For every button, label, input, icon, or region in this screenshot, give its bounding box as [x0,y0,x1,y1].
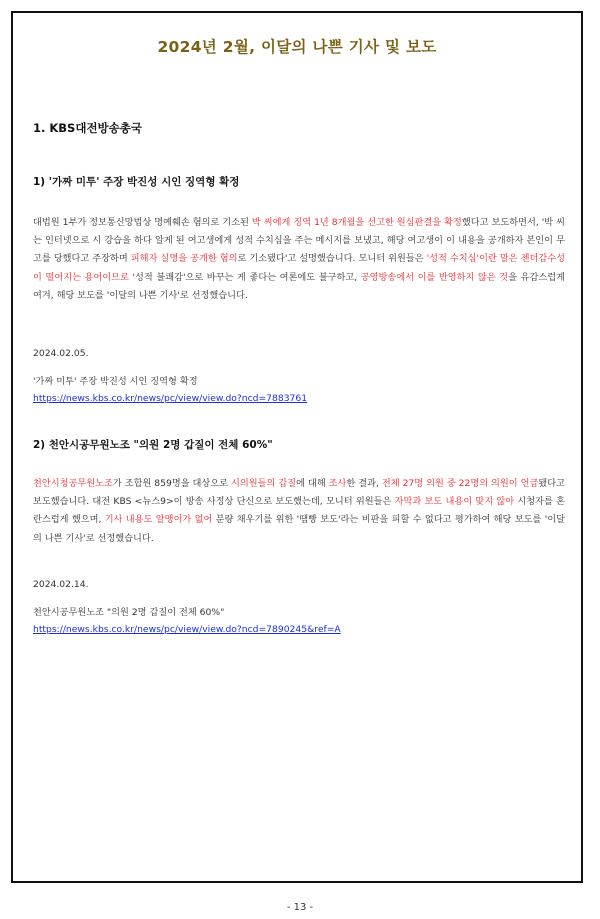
section-heading: 1. KBS대전방송총국 [33,121,142,135]
item-1-link[interactable]: https://news.kbs.co.kr/news/pc/view/view.do?ncd=7883761 [33,393,308,404]
item-1-source-title: '가짜 미투' 주장 박진성 시인 징역형 확정 [33,376,198,387]
body-text: 을 유감스럽게 여겨, 해당 보도를 '이달의 나쁜 기사'로 선정했습니다. [33,271,566,301]
highlight-text: 조사 [328,478,347,489]
highlight-text: 자막과 보도 내용이 맞지 않아 [394,496,515,508]
item-1-heading: 1) '가짜 미투' 주장 박진성 시인 징역형 확정 [33,176,240,188]
highlight-text: 공영방송에서 이를 반영하지 않은 것 [360,271,509,283]
item-1-body [33,214,565,305]
highlight-text: 피해자 실명을 공개한 혐의 [130,253,238,265]
body-text: 대법원 1부가 정보통신망법상 명예훼손 혐의로 기소된 [33,217,252,228]
page-title: 2024년 2월, 이달의 나쁜 기사 및 보도 [157,38,437,56]
highlight-text: 천안시청공무원노조 [33,478,113,489]
body-text: 에 대해 [296,478,329,489]
body-text: 됐다고 보도했습니다. 대전 KBS <뉴스9>이 방송 사정상 단신으로 보도했는데, 모니터 위원들은 [33,478,566,508]
item-2-date: 2024.02.14. [33,579,89,590]
item-2-heading: 2) 천안시공무원노조 "의원 2명 갑질이 전체 60%" [33,439,273,451]
body-text: '성적 불쾌감'으로 바꾸는 게 좋다는 여론에도 불구하고, [128,271,361,283]
page-number: - 13 - [286,902,314,913]
item-2-source-title: 천안시공무원노조 "의원 2명 갑질이 전체 60%" [33,607,225,618]
item-2-link[interactable]: https://news.kbs.co.kr/news/pc/view/view.do?ncd=7890245&ref=A [33,624,341,635]
highlight-text: 시의원들의 갑질 [231,478,297,489]
item-2-body [33,475,565,548]
body-text: 가 조합원 859명을 대상으로 [112,478,232,489]
body-text: 한 결과, [346,478,382,489]
highlight-text: 기사 내용도 알맹이가 없어 [104,514,213,526]
page-frame [11,11,583,883]
highlight-text: '성적 수치심'이란 말은 젠더감수성이 떨어지는 용어이므로 [33,253,565,283]
highlight-text: 전체 27명 의원 중 22명의 의원이 언급 [381,478,539,489]
body-text: 분량 채우기를 위한 '땜빵 보도'라는 비판을 피할 수 없다고 평가하여 해당 보도를 '이달의 나쁜 기사'로 선정했습니다. [33,514,565,544]
body-text: 했다고 보도하면서, '박 씨는 인터넷으로 시 강습을 하다 알게 된 여고생에게 성적 수치심을 주는 메시지를 보냈고, 해당 여고생이 이 내용을 공개하자 본인이 무고를 당했다고 주장하며 [33,217,566,265]
highlight-text: 박 씨에게 징역 1년 8개월을 선고한 원심판결을 확정 [251,217,462,228]
body-text: 로 기소됐다'고 설명했습니다. 모니터 위원들은 [237,253,427,265]
item-1-date: 2024.02.05. [33,348,89,359]
body-text: 시청자를 혼란스럽게 했으며, [33,496,566,526]
